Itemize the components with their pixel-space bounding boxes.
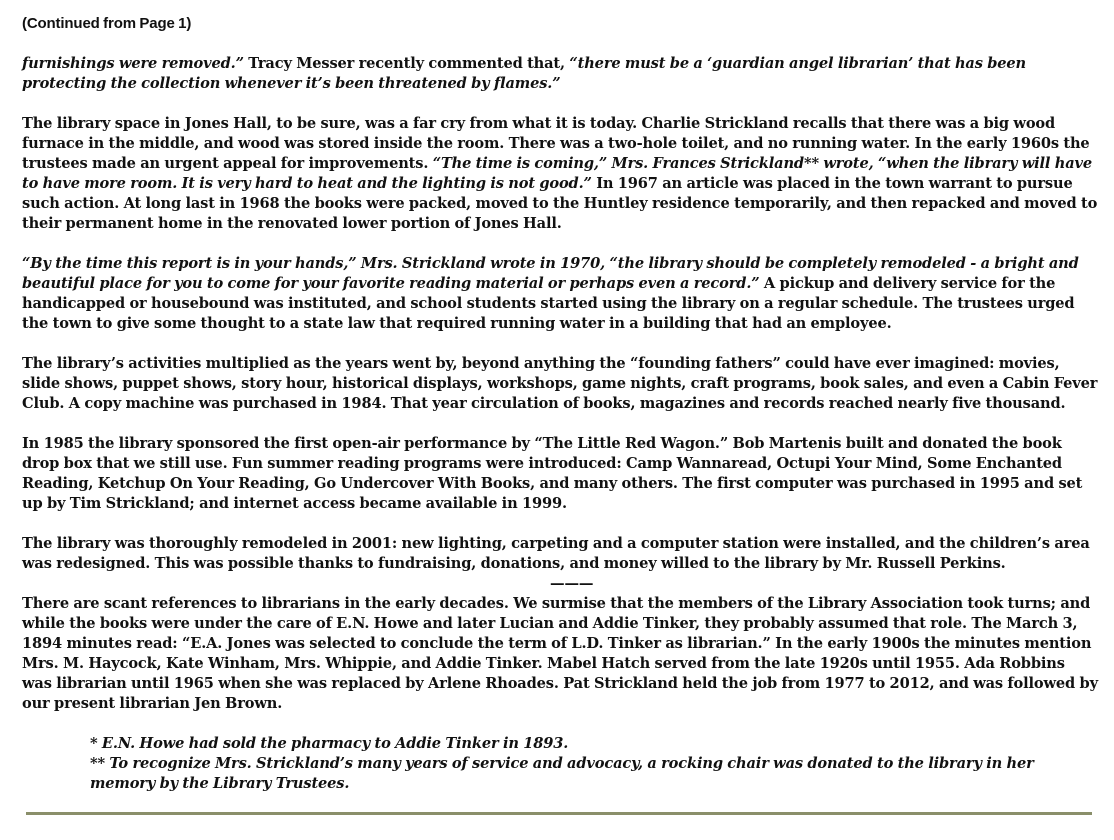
text-span: A pickup and delivery service for the handicapped or housebound was instituted, and school students started using the library on a regular schedule. The trustees urged the town to give some thought to a state law that required running water in a building that had an employee. [22,275,1075,332]
quote-span: “The time is coming,” Mrs. Frances Strickland** wrote, “when the library will have to have more room. It is very hard to heat and the lighting is not good.” [22,155,1092,192]
section-separator: ——— [550,575,594,592]
paragraph-6: The library was thoroughly remodeled in 2001: new lighting, carpeting and a computer station were installed, and the children’s area was redesigned. This was possible thanks to fundraising, donations, and money willed to the library by Mr. Russell Perkins. [22,535,1090,572]
footnote-2: ** To recognize Mrs. Strickland’s many years of service and advocacy, a rocking chair was donated to the library in her memory by the Library Trustees. [90,755,1034,792]
continued-header: (Continued from Page 1) [22,15,192,32]
paragraph-1 [22,54,1098,94]
text-span: Tracy Messer recently commented that, [243,55,570,72]
paragraph-3 [22,254,1098,334]
paragraph-7: There are scant references to librarians in the early decades. We surmise that the members of the Library Association took turns; and while the books were under the care of E.N. Howe and later Lucian and Addie Tinker, they probably assumed that role. The March 3, 1894 minutes read: “E.A. Jones was selected to conclude the term of L.D. Tinker as librarian.” In the early 1900s the minutes mention Mrs. M. Haycock, Kate Winham, Mrs. Whippie, and Addie Tinker. Mabel Hatch served from the late 1920s until 1955. Ada Robbins was librarian until 1965 when she was replaced by Arlene Rhoades. Pat Strickland held the job from 1977 to 2012, and was followed by our present librarian Jen Brown. [22,595,1098,712]
bottom-rule [26,812,1092,815]
quote-span: “there must be a ‘guardian angel librarian’ that has been protecting the collection whenever it’s been threatened by flames.” [22,55,1027,92]
footnotes [90,734,1080,794]
quote-span: “By the time this report is in your hands,” Mrs. Strickland wrote in 1970, “the library should be completely remodeled - a bright and beautiful place for you to come for your favorite reading material or perhaps even a record.” [22,255,1079,292]
text-span: The library space in Jones Hall, to be sure, was a far cry from what it is today. Charlie Strickland recalls that there was a big wood furnace in the middle, and wood was stored inside the room. There was a two-hole toilet, and no running water. In the early 1960s the trustees made an urgent appeal for improvements. [22,115,1090,172]
footnote-1: * E.N. Howe had sold the pharmacy to Addie Tinker in 1893. [90,735,569,752]
text-span: In 1967 an article was placed in the town warrant to pursue such action. At long last in 1968 the books were packed, moved to the Huntley residence temporarily, and then repacked and moved to their permanent home in the renovated lower portion of Jones Hall. [22,175,1098,232]
paragraph-4: The library’s activities multiplied as the years went by, beyond anything the “founding fathers” could have ever imagined: movies, slide shows, puppet shows, story hour, historical displays, workshops, game nights, craft programs, book sales, and even a Cabin Fever Club. A copy machine was purchased in 1984. That year circulation of books, magazines and records reached nearly five thousand. [22,355,1098,412]
paragraph-5: In 1985 the library sponsored the first open-air performance by “The Little Red Wagon.” Bob Martenis built and donated the book drop box that we still use. Fun summer reading programs were introduced: Camp Wannaread, Octupi Your Mind, Some Enchanted Reading, Ketchup On Your Reading, Go Undercover With Books, and many others. The first computer was purchased in 1995 and set up by Tim Strickland; and internet access became available in 1999. [22,435,1083,512]
paragraph-2 [22,114,1098,234]
document-page [22,14,1098,794]
quote-span: furnishings were removed.” [22,55,244,72]
